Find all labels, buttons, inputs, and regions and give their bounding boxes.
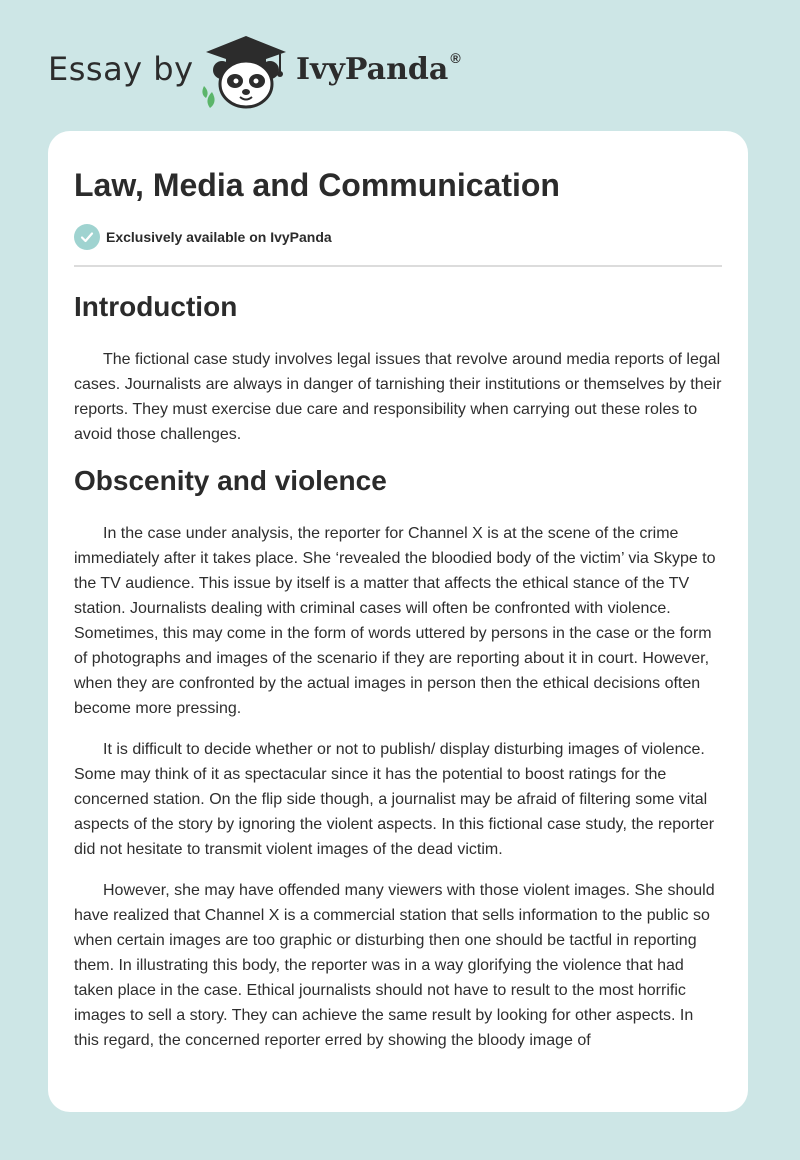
panda-logo-icon[interactable] [200,34,292,110]
paragraph: It is difficult to decide whether or not to publish/ display disturbing images of violence. Some may think of it as spectacular since it has the potential to boost ratings for the concerned station. On the flip side though, a journalist may be afraid of filtering some vital aspects of the story by ignoring the violent aspects. In this fictional case study, the reporter did not hesitate to transmit violent images of the dead victim. [74,741,715,858]
exclusive-badge [74,223,722,251]
page-title: Law, Media and Communication [74,167,560,203]
paragraph: In the case under analysis, the reporter for Channel X is at the scene of the crime immediately after it takes place. She ‘revealed the bloodied body of the victim’ via Skype to the TV audience. This issue by itself is a matter that affects the ethical stance of the TV station. Journalists dealing with criminal cases will often be confronted with violence. Sometimes, this may come in the form of words uttered by persons in the case or the form of photographs and images of the scenario if they are reporting about it in court. However, when they are confronted by the actual images in person then the ethical decisions often become more pressing. [74,525,716,717]
paragraph: The fictional case study involves legal issues that revolve around media reports of legal cases. Journalists are always in danger of tarnishing their institutions or themselves by their reports. They must exercise due care and responsibility when carrying out these roles to avoid those challenges. [74,351,722,443]
divider [74,265,722,267]
registered-mark: ® [450,50,461,66]
section-heading-obscenity: Obscenity and violence [74,465,387,496]
essay-card [48,131,748,1112]
check-icon [74,224,100,250]
badge-text: Exclusively available on IvyPanda [106,229,332,245]
paragraph: However, she may have offended many viewers with those violent images. She should have realized that Channel X is a commercial station that sells information to the public so when certain images are too graphic or disturbing then one should be tactful in reporting them. In illustrating this body, the reporter was in a way glorifying the violence that had taken place in the case. Ethical journalists should not have to result to the most horrific images to sell a story. They can achieve the same result by looking for other aspects. In this regard, the concerned reporter erred by showing the bloody image of [74,882,715,1049]
section-heading-introduction: Introduction [74,291,238,322]
brand-name [296,52,461,87]
brand-name-text: IvyPanda [296,52,449,87]
brand-prefix: Essay by [48,50,194,88]
site-header [0,0,800,130]
